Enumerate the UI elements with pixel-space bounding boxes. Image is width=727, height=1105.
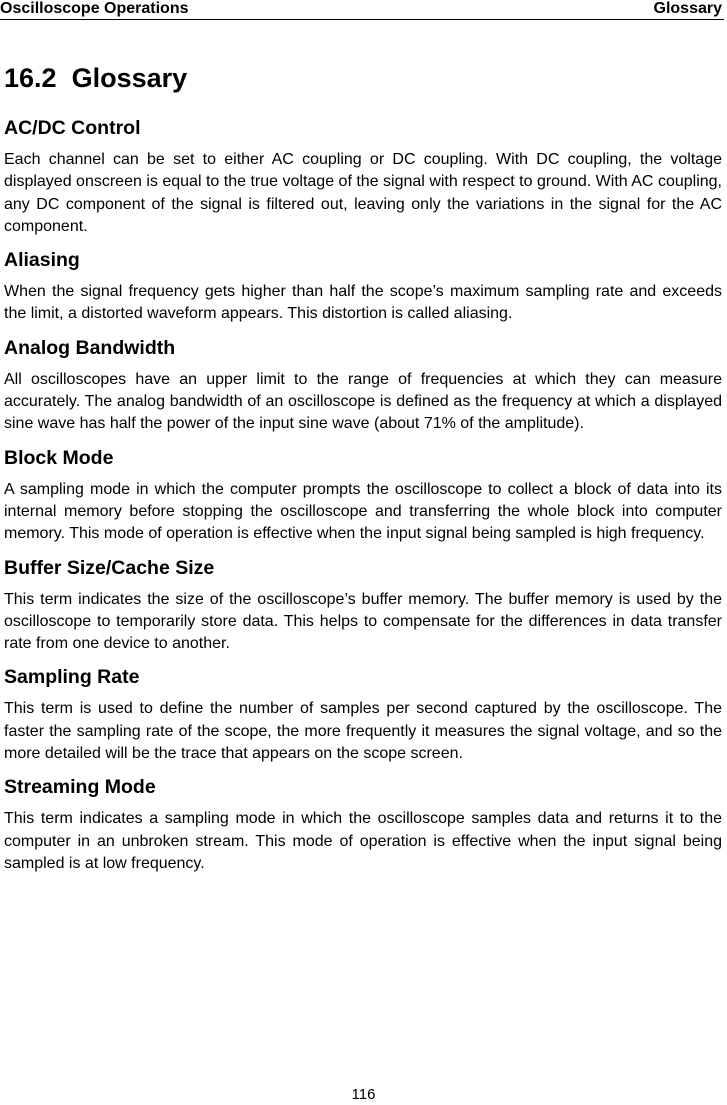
glossary-term: Aliasing	[4, 249, 80, 272]
glossary-term: AC/DC Control	[4, 117, 141, 139]
glossary-term: Buffer Size/Cache Size	[4, 556, 215, 579]
section-title: Glossary	[71, 63, 188, 93]
glossary-entry-ac-dc-control	[4, 116, 722, 238]
page-number: 116	[351, 1086, 376, 1103]
glossary-list	[4, 116, 722, 885]
glossary-entry-analog-bandwidth	[4, 336, 722, 436]
glossary-entry-buffer-size	[4, 556, 722, 656]
glossary-definition: A sampling mode in which the computer prompts the oscilloscope to collect a block of data into its internal memory before stopping the oscilloscope and transferring the whole block into computer memory. This mode of operation is effective when the input signal being sampled is high frequency.	[4, 480, 722, 543]
running-header	[0, 0, 724, 20]
glossary-entry-streaming-mode	[4, 775, 722, 875]
glossary-entry-sampling-rate	[4, 665, 722, 765]
section-number: 16.2	[4, 63, 57, 93]
glossary-term: Block Mode	[4, 446, 114, 469]
glossary-definition: Each channel can be set to either AC coupling or DC coupling. With DC coupling, the voltage displayed onscreen is equal to the true voltage of the signal with respect to ground. With AC coupling, any DC component of the signal is filtered out, leaving only the variations in the signal for the AC component.	[4, 151, 722, 235]
glossary-definition: All oscilloscopes have an upper limit to the range of frequencies at which they can measure accurately. The analog bandwidth of an oscilloscope is defined as the frequency at which a displayed sine wave has half the power of the input sine wave (about 71% of the amplitude).	[4, 370, 722, 433]
glossary-term: Sampling Rate	[4, 666, 140, 689]
glossary-term: Analog Bandwidth	[4, 336, 176, 359]
header-section-title: Glossary	[653, 0, 722, 17]
section-heading	[4, 60, 187, 96]
glossary-definition: When the signal frequency gets higher than half the scope’s maximum sampling rate and exceeds the limit, a distorted waveform appears. This distortion is called aliasing.	[4, 283, 722, 323]
glossary-entry-aliasing	[4, 248, 722, 326]
header-chapter-title: Oscilloscope Operations	[0, 0, 189, 17]
glossary-term: Streaming Mode	[4, 776, 156, 799]
glossary-definition: This term indicates the size of the oscilloscope’s buffer memory. The buffer memory is used by the oscilloscope to temporarily store data. This helps to compensate for the differences in data transfer rate from one device to another.	[4, 590, 722, 653]
glossary-definition: This term indicates a sampling mode in which the oscilloscope samples data and returns it to the computer in an unbroken stream. This mode of operation is effective when the input signal being sampled is at low frequency.	[4, 810, 722, 872]
glossary-definition: This term is used to define the number of samples per second captured by the oscilloscope. The faster the sampling rate of the scope, the more frequently it measures the signal voltage, and so the more detailed will be the trace that appears on the scope screen.	[4, 700, 722, 763]
glossary-entry-block-mode	[4, 446, 722, 546]
